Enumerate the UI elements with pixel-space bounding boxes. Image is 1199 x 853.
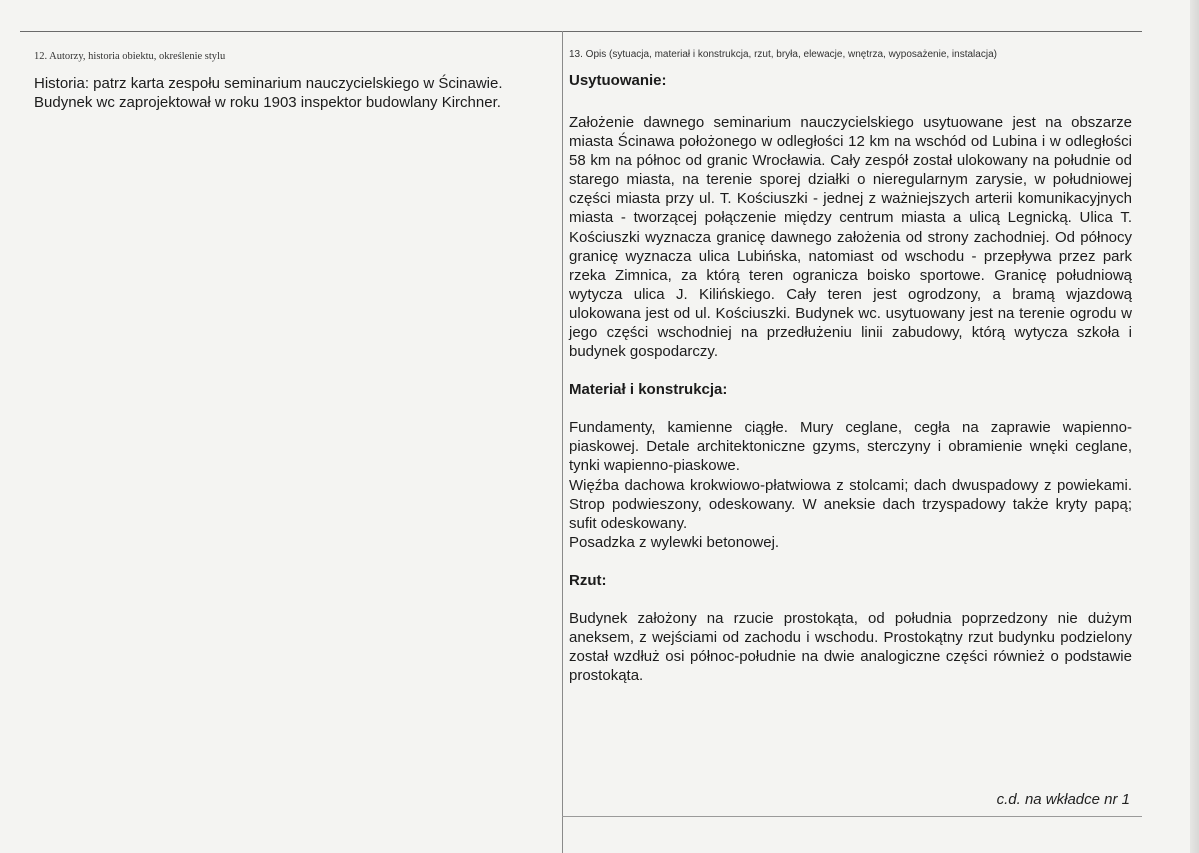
section-13-label: 13. Opis (sytuacja, materiał i konstrukcja, rzut, bryła, elewacje, wnętrza, wyposażenie, instalacja) <box>569 49 997 60</box>
heading-material: Materiał i konstrukcja: <box>569 381 728 399</box>
top-rule <box>20 31 1142 32</box>
material-line-2: Więźba dachowa krokwiowo-płatwiowa z stolcami; dach dwuspadowy z powiekami. Strop podwieszony, odeskowany. W aneksie dach trzyspadowy także kryty papą; sufit odeskowany. <box>569 476 1132 532</box>
usytuowanie-text: Założenie dawnego seminarium nauczycielskiego usytuowane jest na obszarze miasta Ścinawa położonego w odległości 12 km na wschód od Lubina i w odległości 58 km na północ od granic Wrocławia. Cały zespół został ulokowany na południe od starego miasta, na terenie sporej działki o nieregularnym zarysie, w południowej części miasta przy ul. T. Kościuszki - jednej z ważniejszych arterii komunikacyjnych miasta - tworzącej połączenie między centrum miasta a ulicą Legnicką. Ulica T. Kościuszki wyznacza granicę dawnego założenia od strony zachodniej. Od północy granicę wyznacza ulica Lubińska, natomiast od wschodu - przepływa przez park rzeka Zimnica, za którą teren ogranicza boisko sportowe. Granicę południową wytycza ulica J. Kilińskiego. Cały teren jest ogrodzony, a bramą wjazdową ulokowana jest od ul. Kościuszki. Budynek wc. usytuowany jest na terenie ogrodu w jego części wschodniej na przedłużeniu linii zabudowy, którą wytycza szkoła i budynek gospodarczy. <box>569 114 1132 361</box>
right-column <box>569 49 1132 685</box>
history-text <box>34 74 544 112</box>
heading-rzut: Rzut: <box>569 571 607 589</box>
continuation-note: c.d. na wkładce nr 1 <box>996 791 1130 808</box>
page-edge-shadow <box>1190 0 1199 853</box>
material-line-1: Fundamenty, kamienne ciągłe. Mury ceglane, cegła na zaprawie wapienno-piaskowej. Detale architektoniczne gzyms, sterczyny i obramienie wnęki ceglane, tynki wapienno-piaskowe. <box>569 419 1132 475</box>
history-line-2: Budynek wc zaprojektował w roku 1903 inspektor budowlany Kirchner. <box>34 94 501 111</box>
heading-usytuowanie: Usytuowanie: <box>569 72 667 89</box>
left-column <box>34 51 544 112</box>
rzut-text: Budynek założony na rzucie prostokąta, od południa poprzedzony nie dużym aneksem, z wejściami od zachodu i wschodu. Prostokątny rzut budynku podzielony został wzdłuż osi północ-południe na dwie analogiczne części również o podstawie prostokąta. <box>569 609 1132 685</box>
section-12-label: 12. Autorzy, historia obiektu, określenie stylu <box>34 51 226 62</box>
column-divider <box>562 31 563 853</box>
material-line-3: Posadzka z wylewki betonowej. <box>569 533 780 551</box>
history-line-1: Historia: patrz karta zespołu seminarium nauczycielskiego w Ścinawie. <box>34 75 503 92</box>
bottom-rule <box>562 816 1142 817</box>
material-text <box>569 418 1132 552</box>
